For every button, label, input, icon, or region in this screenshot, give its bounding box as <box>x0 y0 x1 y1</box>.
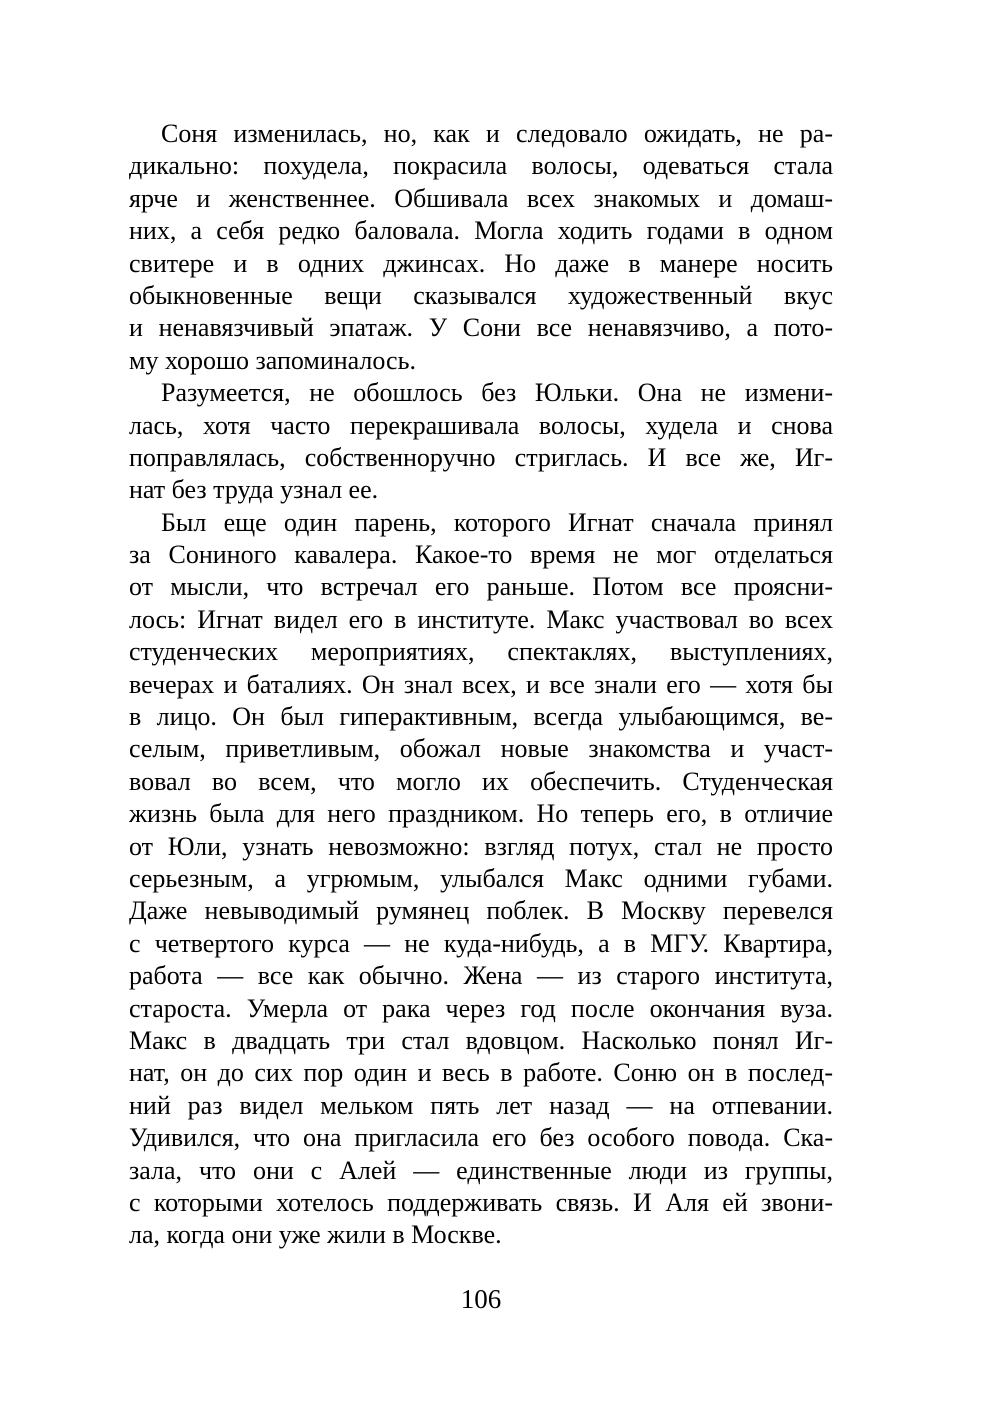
text-line: лась, хотя часто перекрашивала волосы, худела и снова <box>129 410 833 440</box>
text-line: нат без труда узнал ее. <box>129 475 379 505</box>
text-line: Даже невыводимый румянец поблек. В Москву перевелся <box>129 896 833 926</box>
text-line: нат, он до сих пор один и весь в работе. Соню он в послед- <box>129 1058 833 1088</box>
text-line: Был еще один парень, которого Игнат сначала принял <box>161 507 833 537</box>
text-line: вечерах и баталиях. Он знал всех, и все знали его — хотя бы <box>129 669 833 699</box>
text-line: серьезным, а угрюмым, улыбался Макс одними губами. <box>129 863 833 893</box>
text-line: Удивился, что она пригласила его без особого повода. Ска- <box>129 1123 833 1153</box>
text-line: поправлялась, собственноручно стриглась. И все же, Иг- <box>129 442 833 472</box>
text-line: ний раз видел мельком пять лет назад — на отпевании. <box>129 1090 833 1120</box>
text-line: них, а себя редко баловала. Могла ходить годами в одном <box>129 216 833 246</box>
text-line: обыкновенные вещи сказывался художественный вкус <box>129 280 833 310</box>
text-line: ярче и женственнее. Обшивала всех знакомых и домаш- <box>129 183 833 213</box>
text-line: Макс в двадцать три стал вдовцом. Насколько понял Иг- <box>129 1025 833 1055</box>
text-line: с которыми хотелось поддерживать связь. И Аля ей звони- <box>129 1187 833 1217</box>
text-line: студенческих мероприятиях, спектаклях, выступлениях, <box>129 637 833 667</box>
text-line: дикально: похудела, покрасила волосы, одеваться стала <box>129 151 833 181</box>
text-line: Разумеется, не обошлось без Юльки. Она не измени- <box>161 378 833 408</box>
text-block <box>129 118 833 1252</box>
text-line: Соня изменилась, но, как и следовало ожидать, не ра- <box>161 119 833 148</box>
text-line: с четвертого курса — не куда-нибудь, а в МГУ. Квартира, <box>129 928 833 958</box>
text-line: лось: Игнат видел его в институте. Макс участвовал во всех <box>129 604 833 634</box>
text-line: му хорошо запоминалось. <box>129 345 416 375</box>
text-line: свитере и в одних джинсах. Но даже в манере носить <box>129 248 833 278</box>
paragraph <box>129 507 833 1252</box>
text-line: староста. Умерла от рака через год после окончания вуза. <box>129 993 833 1023</box>
text-line: ла, когда они уже жили в Москве. <box>129 1220 502 1250</box>
paragraph <box>129 118 833 377</box>
text-line: и ненавязчивый эпатаж. У Сони все ненавязчиво, а пото- <box>129 313 833 343</box>
text-line: работа — все как обычно. Жена — из старого института, <box>129 961 833 991</box>
text-line: селым, приветливым, обожал новые знакомства и участ- <box>129 734 833 764</box>
paragraph <box>129 377 833 507</box>
text-line: зала, что они с Алей — единственные люди из группы, <box>129 1155 833 1185</box>
text-line: в лицо. Он был гиперактивным, всегда улыбающимся, ве- <box>129 702 833 732</box>
text-line: за Сониного кавалера. Какое-то время не мог отделаться <box>129 540 833 570</box>
text-line: вовал во всем, что могло их обеспечить. Студенческая <box>129 766 833 796</box>
page-number: 106 <box>460 1284 502 1314</box>
text-line: жизнь была для него праздником. Но теперь его, в отличие <box>129 799 833 829</box>
text-line: от мысли, что встречал его раньше. Потом все проясни- <box>129 572 833 602</box>
text-line: от Юли, узнать невозможно: взгляд потух, стал не просто <box>129 831 833 861</box>
